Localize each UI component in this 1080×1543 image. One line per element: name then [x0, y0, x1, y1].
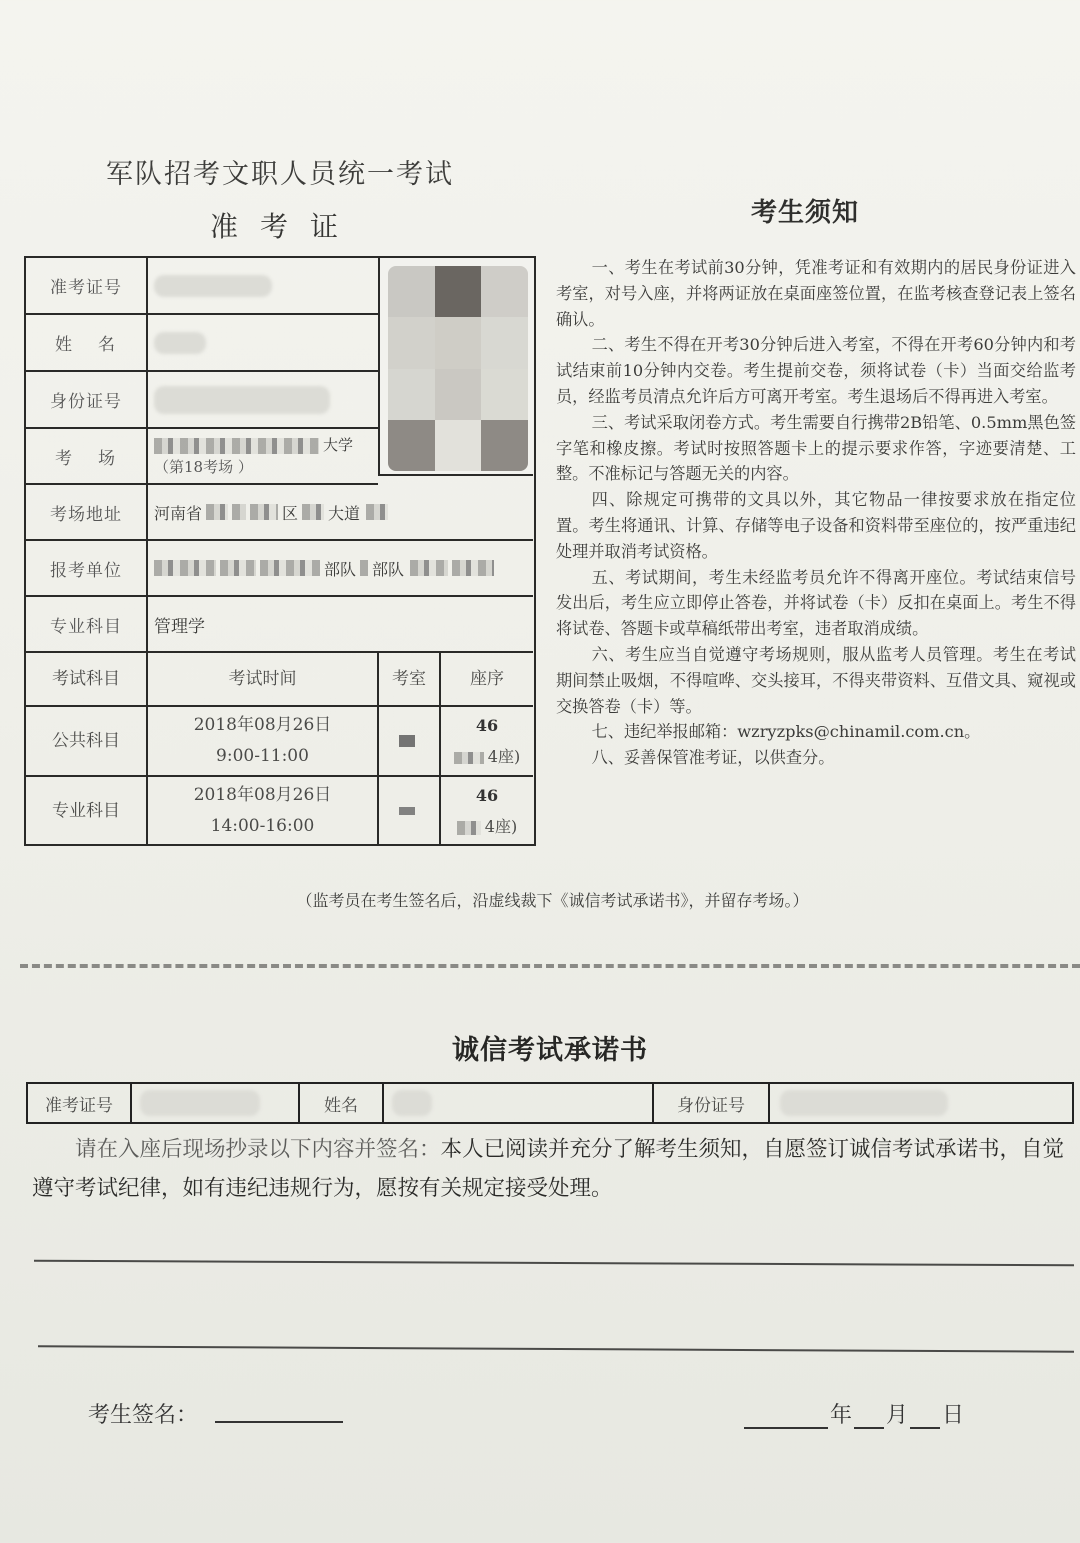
pledge-label-id-number: 身份证号 — [654, 1084, 770, 1122]
pledge-label-name: 姓名 — [300, 1084, 384, 1122]
label-ticket-number: 准考证号 — [26, 258, 148, 313]
seat-detail: 4座) — [457, 811, 517, 842]
value-exam-site — [148, 429, 353, 483]
notice-item-5: 五、考试期间，考生未经监考员允许不得离开座位。考试结束信号发出后，考生应立即停止答卷，并将试卷（卡）反扣在桌面上。考生不得将试卷、答题卡或草稿纸带出考室，违者取消成绩。 — [556, 567, 1076, 639]
label-name: 姓名 — [26, 315, 148, 370]
copy-line-1[interactable] — [34, 1260, 1074, 1267]
schedule-row — [26, 777, 533, 845]
pledge-instruction: 请在入座后现场抄录以下内容并签名： — [75, 1137, 441, 1162]
cut-instruction-note: （监考员在考生签名后，沿虚线裁下《诚信考试承诺书》，并留存考场。） — [296, 891, 809, 910]
notice-item-3: 三、考试采取闭卷方式。考生需要自行携带2B铅笔、0.5mm黑色签字笔和橡皮擦。考试时按照答题卡上的提示要求作答，字迹要清楚、工整。不准标记与答题无关的内容。 — [556, 412, 1076, 484]
pledge-value-id-number — [770, 1084, 1072, 1122]
pledge-title: 诚信考试承诺书 — [452, 1035, 648, 1066]
schedule-subject: 公共科目 — [26, 707, 148, 775]
row-exam-site — [26, 429, 378, 485]
header-subject: 考试科目 — [26, 653, 148, 705]
date-field — [742, 1398, 964, 1429]
schedule-header-row — [26, 653, 533, 707]
address-district: 区 — [282, 503, 299, 523]
row-major-subject — [26, 597, 533, 653]
cut-dashed-line — [20, 964, 1080, 968]
label-applied-unit: 报考单位 — [26, 541, 148, 595]
value-major-subject: 管理学 — [154, 616, 205, 637]
schedule-hours: 9:00-11:00 — [216, 746, 309, 766]
pledge-statement-text: 本人已阅读并充分了解考生须知，自愿签订诚信考试承诺书，自觉遵守考试纪律，如有违纪违规行为，愿按有关规定接受处理。 — [32, 1137, 1065, 1201]
schedule-hours: 14:00-16:00 — [210, 816, 315, 836]
label-id-number: 身份证号 — [26, 372, 148, 427]
notice-item-6: 六、考生应当自觉遵守考场规则，服从监考人员管理。考生在考试期间禁止吸烟，不得喧哗、交头接耳，不得夹带资料、互借文具、窥视或交换答卷（卡）等。 — [556, 644, 1076, 716]
schedule-row — [26, 707, 533, 777]
month-blank[interactable] — [854, 1405, 884, 1429]
copy-line-2[interactable] — [38, 1345, 1074, 1352]
seat-number: 46 — [475, 786, 499, 805]
pledge-info-table — [26, 1082, 1074, 1124]
schedule-room — [379, 707, 441, 775]
notice-body — [556, 255, 1076, 771]
notice-title: 考生须知 — [750, 198, 859, 228]
header-room: 考室 — [379, 653, 441, 705]
signature-label: 考生签名： — [88, 1403, 199, 1428]
row-name — [26, 315, 378, 372]
value-ticket-number — [148, 258, 272, 313]
value-name — [148, 315, 206, 370]
ticket-subtitle: 准考证 — [209, 210, 360, 243]
photo-pixelated — [388, 266, 528, 471]
admission-info-table — [24, 256, 536, 846]
exam-site-suffix: 大学 — [323, 436, 354, 454]
pledge-value-name — [384, 1084, 654, 1122]
row-ticket-number — [26, 258, 378, 315]
exam-room-number: （第18考场 ） — [154, 458, 253, 476]
day-label: 日 — [942, 1403, 965, 1428]
notice-item-1: 一、考生在考试前30分钟，凭准考证和有效期内的居民身份证进入考室，对号入座，并将两证放在桌面座签位置，在监考核查登记表上签名确认。 — [556, 258, 1076, 329]
label-site-address: 考场地址 — [26, 485, 148, 539]
notice-item-4: 四、除规定可携带的文具以外，其它物品一律按要求放在指定位置。考生将通讯、计算、存储等电子设备和资料带至座位的，按严重违纪处理并取消考试资格。 — [556, 490, 1076, 561]
schedule-date: 2018年08月26日 — [193, 715, 332, 735]
unit-part-1: 部队 — [324, 559, 357, 579]
row-applied-unit — [26, 541, 533, 597]
pledge-value-ticket-number — [132, 1084, 300, 1122]
unit-part-2: 部队 — [372, 559, 405, 579]
day-blank[interactable] — [910, 1405, 940, 1429]
pledge-label-ticket-number: 准考证号 — [28, 1084, 132, 1122]
notice-item-2: 二、考生不得在开考30分钟后进入考室，不得在开考60分钟内和考试结束前10分钟内交卷。考生提前交卷，须将试卷（卡）当面交给监考员，经监考员清点允许后方可离开考室。考生退场后不得再进入考室。 — [556, 335, 1076, 406]
row-id-number — [26, 372, 378, 429]
notice-item-8: 八、妥善保管准考证，以供查分。 — [591, 748, 835, 768]
notice-item-7: 七、违纪举报邮箱：wzryzpks@chinamil.com.cn。 — [591, 722, 981, 742]
value-applied-unit — [148, 541, 498, 595]
schedule-seat — [441, 777, 533, 845]
seat-number: 46 — [475, 716, 499, 735]
schedule-time — [148, 777, 379, 845]
schedule-room — [379, 777, 441, 845]
label-major-subject: 专业科目 — [26, 597, 148, 651]
ticket-title: 军队招考文职人员统一考试 — [106, 159, 454, 190]
pledge-statement — [32, 1130, 1067, 1208]
schedule-date: 2018年08月26日 — [193, 785, 332, 805]
address-road: 大道 — [328, 503, 361, 523]
value-id-number — [148, 372, 330, 427]
value-site-address — [148, 485, 392, 539]
year-label: 年 — [830, 1403, 853, 1428]
label-exam-site: 考场 — [26, 429, 148, 483]
schedule-subject: 专业科目 — [26, 777, 148, 845]
schedule-seat — [441, 707, 533, 775]
row-site-address — [26, 485, 533, 541]
signature-field[interactable] — [215, 1421, 343, 1423]
header-seat: 座序 — [470, 668, 504, 689]
schedule-time — [148, 707, 379, 775]
header-time: 考试时间 — [148, 653, 379, 705]
address-province: 河南省 — [154, 503, 203, 523]
candidate-photo — [378, 258, 533, 476]
seat-detail: 4座) — [454, 741, 520, 772]
year-blank[interactable] — [744, 1405, 828, 1429]
month-label: 月 — [886, 1403, 909, 1428]
